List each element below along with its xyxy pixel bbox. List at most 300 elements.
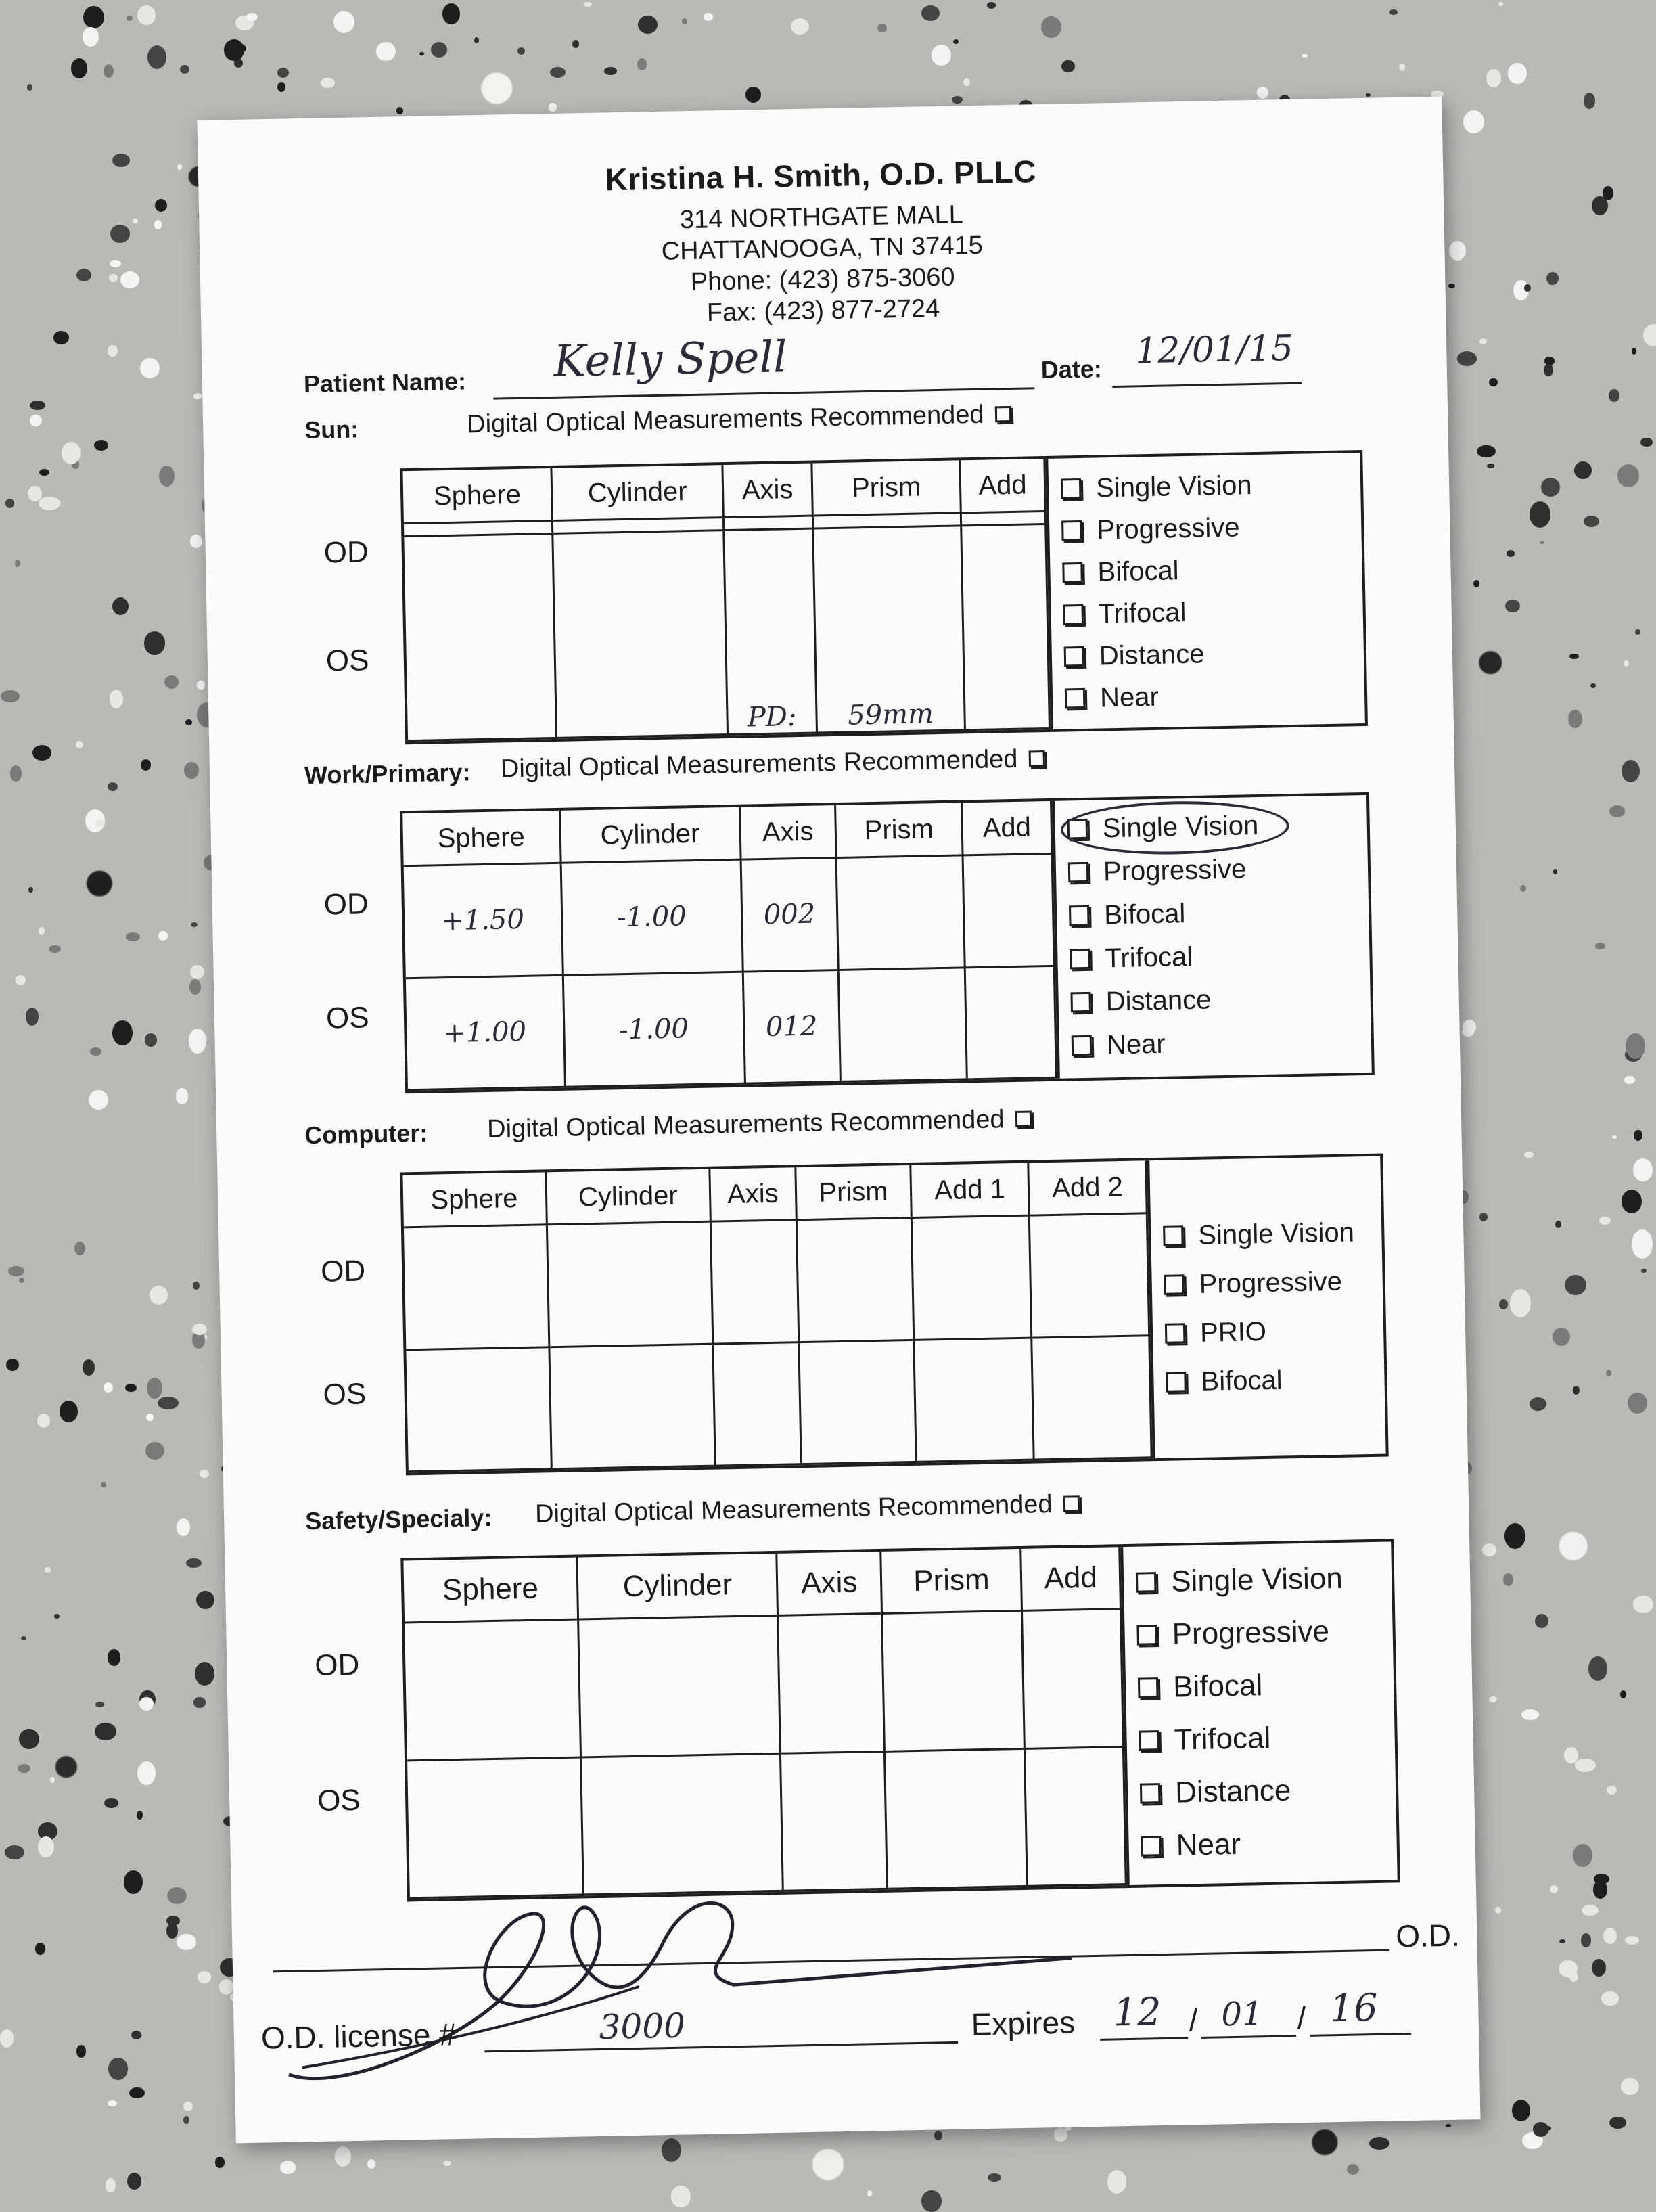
sun-os-prism[interactable]: 59mm [813, 525, 965, 733]
granite-speckle [197, 681, 204, 689]
address-line2: CHATTANOOGA, TN 37415 [661, 231, 984, 266]
granite-speckle [139, 1697, 154, 1711]
granite-speckle [1633, 1158, 1653, 1181]
granite-speckle [1107, 2170, 1126, 2194]
checkbox[interactable] [1064, 646, 1085, 667]
col-sphere: Sphere [402, 1172, 547, 1227]
granite-speckle [1479, 1213, 1488, 1221]
option-distance[interactable]: Distance [1063, 630, 1364, 677]
granite-speckle [5, 499, 14, 508]
granite-speckle [1640, 438, 1653, 447]
granite-speckle [19, 1729, 39, 1749]
granite-speckle [54, 1614, 60, 1619]
checkbox[interactable] [1136, 1572, 1157, 1593]
computer-os-add2[interactable] [1032, 1335, 1151, 1460]
granite-speckle [45, 1567, 51, 1573]
checkbox[interactable] [1061, 478, 1082, 499]
option-progressive[interactable]: Progressive [1136, 1604, 1393, 1661]
granite-speckle [1555, 1221, 1561, 1228]
granite-speckle [167, 1887, 187, 1904]
granite-speckle [1524, 1152, 1533, 1158]
granite-speckle [104, 64, 114, 78]
granite-speckle [183, 2116, 189, 2124]
granite-speckle [1462, 1027, 1474, 1037]
granite-speckle [219, 1979, 233, 1995]
granite-speckle [1482, 1543, 1496, 1557]
safety-os-prism[interactable] [885, 1748, 1028, 1889]
granite-speckle [126, 932, 140, 942]
granite-speckle [180, 65, 189, 74]
expires-year: 16 [1329, 1985, 1379, 2031]
granite-speckle [1609, 389, 1619, 402]
safety-od-prism[interactable] [882, 1610, 1025, 1751]
granite-speckle [83, 27, 99, 47]
granite-speckle [1473, 580, 1479, 587]
dom-safety: Digital Optical Measurements Recommended [535, 1489, 1080, 1529]
granite-speckle [104, 1382, 113, 1393]
od-suffix: O.D. [1395, 1917, 1460, 1954]
sun-os-axis[interactable]: PD: [724, 528, 817, 735]
granite-speckle [277, 68, 289, 78]
option-near[interactable]: Near [1141, 1815, 1397, 1872]
computer-os-prism[interactable] [799, 1340, 917, 1464]
granite-speckle [1634, 1130, 1642, 1141]
granite-speckle [1612, 1135, 1617, 1138]
option-progressive[interactable]: Progressive [1164, 1257, 1383, 1309]
granite-speckle [108, 782, 118, 792]
work-os-axis[interactable]: 012 [743, 970, 840, 1083]
option-bifocal[interactable]: Bifocal [1062, 546, 1362, 593]
checkbox[interactable] [1065, 688, 1086, 709]
granite-speckle [572, 40, 579, 48]
granite-speckle [1530, 501, 1550, 528]
granite-speckle [1641, 1269, 1646, 1272]
checkbox[interactable] [1061, 520, 1082, 541]
eye-os-computer: OS [323, 1377, 367, 1412]
section-label-safety: Safety/Specialy: [304, 1503, 492, 1535]
granite-speckle [1603, 1928, 1617, 1945]
rx-grid-work [402, 801, 1057, 1091]
col-axis: Axis [739, 805, 836, 859]
license-value: 3000 [599, 2006, 686, 2048]
granite-speckle [137, 1811, 143, 1820]
option-prio[interactable]: PRIO [1164, 1305, 1383, 1358]
granite-speckle [549, 103, 556, 112]
checkbox[interactable] [1062, 562, 1083, 583]
granite-speckle [95, 820, 105, 826]
granite-speckle [791, 18, 809, 35]
rx-grid-computer [402, 1160, 1152, 1472]
granite-speckle [1569, 654, 1579, 660]
granite-speckle [1607, 1786, 1617, 1795]
work-od-sphere[interactable]: +1.50 [404, 863, 563, 978]
granite-speckle [190, 535, 203, 548]
granite-speckle [5, 1845, 24, 1859]
granite-speckle [662, 2138, 681, 2162]
granite-speckle [8, 1266, 24, 1276]
granite-speckle [129, 2087, 144, 2098]
granite-speckle [1606, 1370, 1611, 1376]
granite-speckle [1495, 1907, 1501, 1914]
computer-od-add1[interactable] [911, 1215, 1031, 1340]
sun-od-add[interactable] [961, 511, 1045, 525]
checkbox[interactable] [1140, 1783, 1161, 1804]
granite-speckle [19, 1278, 24, 1283]
granite-speckle [198, 1971, 211, 1983]
granite-speckle [604, 67, 617, 75]
granite-speckle [1054, 2127, 1067, 2141]
col-axis: Axis [710, 1167, 797, 1221]
granite-speckle [334, 11, 354, 33]
granite-speckle [1520, 885, 1526, 892]
col-prism: Prism [796, 1165, 912, 1220]
granite-speckle [638, 16, 658, 34]
work-os-sphere[interactable]: +1.00 [406, 975, 565, 1090]
checkbox[interactable] [1138, 1677, 1159, 1698]
granite-speckle [1568, 710, 1582, 727]
granite-speckle [1643, 324, 1656, 346]
dom-sun-checkbox[interactable] [995, 406, 1011, 422]
granite-speckle [133, 219, 138, 223]
safety-os-sphere[interactable] [407, 1757, 584, 1897]
computer-od-sphere[interactable] [404, 1225, 549, 1350]
granite-speckle [1609, 805, 1625, 817]
granite-speckle [106, 2178, 116, 2192]
granite-speckle [1499, 1299, 1508, 1309]
granite-speckle [1521, 1709, 1539, 1720]
checkbox[interactable] [1163, 1225, 1184, 1246]
granite-speckle [280, 2161, 296, 2173]
granite-speckle [1622, 760, 1640, 782]
option-trifocal[interactable]: Trifocal [1063, 588, 1363, 635]
granite-speckle [1574, 461, 1592, 479]
lens-options-sun [1045, 453, 1365, 729]
granite-speckle [140, 358, 160, 379]
dom-work: Digital Optical Measurements Recommended [501, 744, 1046, 784]
section-label-work: Work/Primary: [304, 758, 471, 790]
option-progressive[interactable]: Progressive [1061, 504, 1362, 551]
granite-speckle [145, 1033, 157, 1047]
granite-speckle [934, 2131, 942, 2140]
granite-speckle [83, 6, 104, 29]
col-prism: Prism [812, 460, 961, 516]
col-add-1: Add 1 [911, 1163, 1029, 1218]
col-cylinder: Cylinder [545, 1169, 710, 1225]
granite-speckle [1581, 1933, 1591, 1947]
granite-speckle [1479, 338, 1487, 344]
granite-speckle [104, 1798, 119, 1808]
sun-os-sphere[interactable] [404, 533, 557, 741]
checkbox[interactable] [1068, 862, 1089, 883]
dom-computer-checkbox[interactable] [1015, 1111, 1032, 1127]
option-single-vision[interactable]: Single Vision [1061, 462, 1361, 510]
license-label: O.D. license # [260, 2016, 457, 2056]
granite-speckle [1633, 1596, 1653, 1614]
checkbox[interactable] [1070, 949, 1090, 970]
checkbox[interactable] [1070, 992, 1091, 1013]
address-line1: 314 NORTHGATE MALL [679, 200, 964, 235]
granite-speckle [35, 1943, 45, 1954]
granite-speckle [1504, 1523, 1526, 1549]
granite-speckle [39, 927, 45, 935]
granite-speckle [1593, 1880, 1607, 1898]
computer-os-add1[interactable] [914, 1338, 1034, 1462]
granite-speckle [1573, 1844, 1592, 1867]
granite-speckle [76, 2045, 86, 2057]
granite-speckle [112, 1020, 133, 1045]
granite-speckle [125, 1384, 137, 1392]
granite-speckle [1601, 1991, 1618, 2006]
safety-od-cylinder[interactable] [578, 1615, 780, 1757]
granite-speckle [18, 1764, 30, 1773]
granite-speckle [95, 1723, 116, 1740]
granite-speckle [1530, 1397, 1546, 1412]
option-bifocal[interactable]: Bifocal [1069, 888, 1369, 937]
date-label: Date: [1040, 355, 1103, 384]
granite-speckle [963, 78, 970, 86]
computer-od-axis[interactable] [710, 1220, 799, 1344]
granite-speckle [30, 401, 45, 410]
granite-speckle [1544, 364, 1552, 377]
sun-os-add[interactable] [961, 524, 1050, 730]
granite-speckle [137, 1761, 155, 1785]
granite-speckle [137, 5, 156, 24]
granite-speckle [1584, 93, 1595, 109]
checkbox[interactable] [1141, 1836, 1162, 1857]
granite-speckle [1588, 1656, 1607, 1681]
granite-speckle [193, 393, 203, 400]
patient-name-label: Patient Name: [303, 367, 467, 398]
granite-speckle [108, 2100, 118, 2106]
granite-speckle [1624, 1076, 1634, 1083]
safety-os-axis[interactable] [781, 1751, 888, 1891]
granite-speckle [1590, 683, 1596, 688]
computer-os-cylinder[interactable] [549, 1344, 715, 1469]
granite-speckle [28, 887, 33, 893]
granite-speckle [1584, 516, 1599, 527]
granite-speckle [877, 24, 887, 32]
col-add: Add [1021, 1547, 1120, 1610]
granite-speckle [1369, 2137, 1389, 2150]
granite-speckle [1489, 1696, 1497, 1702]
granite-speckle [112, 597, 129, 615]
granite-speckle [131, 2031, 141, 2039]
granite-speckle [1553, 869, 1557, 874]
signature-scribble [258, 1876, 1142, 2096]
expires-sep2: / [1297, 2000, 1306, 2036]
prescription-form [197, 97, 1480, 2144]
granite-speckle [15, 560, 20, 567]
rx-table-safety [400, 1539, 1400, 1901]
granite-speckle [110, 225, 130, 243]
granite-speckle [1565, 1275, 1586, 1295]
computer-os-sphere[interactable] [406, 1347, 551, 1472]
computer-os-axis[interactable] [713, 1342, 802, 1466]
option-bifocal[interactable]: Bifocal [1166, 1354, 1385, 1407]
granite-speckle [1552, 1328, 1570, 1346]
granite-speckle [1347, 2164, 1359, 2175]
checkbox[interactable] [1138, 1730, 1159, 1751]
checkbox[interactable] [1063, 604, 1084, 625]
checkbox[interactable] [1136, 1625, 1157, 1646]
granite-speckle [83, 1359, 95, 1376]
granite-speckle [1512, 2100, 1530, 2121]
computer-od-cylinder[interactable] [547, 1221, 713, 1347]
granite-speckle [39, 469, 49, 476]
granite-speckle [1592, 1959, 1606, 1977]
granite-speckle [443, 2161, 451, 2166]
option-progressive[interactable]: Progressive [1067, 845, 1368, 894]
granite-speckle [124, 1870, 142, 1894]
eye-od-computer: OD [320, 1254, 366, 1288]
option-bifocal[interactable]: Bifocal [1137, 1656, 1394, 1714]
phone: Phone: (423) 875-3060 [690, 263, 955, 296]
safety-os-add[interactable] [1025, 1746, 1126, 1886]
expires-day: 01 [1220, 1995, 1264, 2034]
granite-speckle [27, 84, 33, 91]
granite-speckle [1487, 464, 1494, 469]
work-os-prism[interactable] [838, 967, 967, 1081]
computer-od-add2[interactable] [1029, 1213, 1149, 1338]
granite-speckle [145, 1442, 164, 1460]
work-od-cylinder[interactable]: -1.00 [561, 859, 743, 975]
work-od-add[interactable] [963, 853, 1054, 967]
rx-table-work [400, 792, 1375, 1093]
granite-speckle [200, 1470, 209, 1478]
granite-speckle [16, 975, 26, 985]
granite-speckle [1524, 284, 1531, 291]
granite-speckle [1603, 186, 1613, 200]
granite-speckle [10, 765, 22, 782]
granite-speckle [1457, 351, 1477, 365]
expires-year-line [1310, 2033, 1411, 2037]
granite-speckle [1446, 2124, 1451, 2127]
granite-speckle [396, 107, 404, 114]
rx-grid-sun [402, 459, 1051, 742]
granite-speckle [1546, 272, 1559, 285]
col-axis: Axis [777, 1552, 882, 1615]
granite-speckle [1624, 660, 1629, 667]
granite-speckle [30, 415, 42, 427]
granite-speckle [921, 2190, 941, 2212]
granite-speckle [112, 154, 130, 167]
work-os-cylinder[interactable]: -1.00 [563, 972, 745, 1087]
option-distance[interactable]: Distance [1139, 1762, 1396, 1820]
granite-speckle [159, 466, 175, 487]
granite-speckle [49, 945, 60, 953]
granite-speckle [867, 2190, 872, 2196]
granite-speckle [186, 1558, 201, 1568]
granite-speckle [1449, 241, 1466, 261]
granite-speckle [1621, 2078, 1638, 2096]
granite-speckle [62, 442, 80, 465]
granite-speckle [1505, 600, 1519, 612]
granite-speckle [682, 18, 688, 24]
granite-speckle [155, 199, 168, 212]
safety-od-axis[interactable] [778, 1613, 885, 1753]
col-add: Add [960, 459, 1046, 513]
safety-od-add[interactable] [1022, 1609, 1124, 1748]
granite-speckle [1599, 1217, 1611, 1225]
col-prism: Prism [881, 1549, 1022, 1613]
option-single-vision[interactable]: Single Vision [1067, 802, 1367, 851]
granite-speckle [1489, 378, 1498, 386]
checkbox[interactable] [1072, 1035, 1092, 1056]
option-trifocal[interactable]: Trifocal [1138, 1709, 1395, 1767]
granite-speckle [1508, 63, 1526, 83]
sun-os-cylinder[interactable] [553, 530, 727, 738]
granite-speckle [584, 2, 591, 7]
granite-speckle [1041, 16, 1061, 38]
granite-speckle [1535, 1614, 1548, 1628]
granite-speckle [50, 1777, 54, 1783]
option-single-vision[interactable]: Single Vision [1135, 1551, 1392, 1608]
safety-od-sphere[interactable] [405, 1619, 581, 1760]
granite-speckle [1061, 60, 1074, 72]
section-label-sun: Sun: [304, 415, 359, 444]
checkbox[interactable] [1069, 905, 1090, 926]
work-od-prism[interactable] [836, 855, 965, 970]
dom-work-checkbox[interactable] [1029, 750, 1045, 767]
granite-speckle [185, 719, 192, 725]
option-trifocal[interactable]: Trifocal [1070, 932, 1370, 980]
eye-od-sun: OD [323, 535, 369, 570]
granite-speckle [1533, 2122, 1548, 2137]
granite-speckle [1, 690, 20, 702]
granite-speckle [6, 1359, 19, 1371]
safety-os-cylinder[interactable] [581, 1753, 783, 1895]
granite-speckle [419, 52, 423, 55]
granite-speckle [224, 39, 244, 60]
granite-speckle [1399, 64, 1405, 71]
granite-speckle [335, 2146, 351, 2167]
granite-speckle [95, 1702, 104, 1708]
work-os-add[interactable] [965, 966, 1056, 1079]
checkbox[interactable] [1164, 1274, 1184, 1295]
checkbox[interactable] [1165, 1323, 1186, 1344]
granite-speckle [1609, 2117, 1626, 2129]
granite-speckle [1564, 1747, 1578, 1763]
granite-speckle [26, 1008, 39, 1026]
granite-speckle [952, 96, 962, 104]
granite-speckle [144, 631, 166, 655]
granite-speckle [637, 58, 647, 70]
granite-speckle [195, 1662, 214, 1686]
checkbox[interactable] [1166, 1372, 1187, 1393]
granite-speckle [1626, 1033, 1646, 1058]
computer-od-prism[interactable] [796, 1217, 914, 1342]
dom-safety-checkbox[interactable] [1063, 1495, 1080, 1512]
work-od-axis[interactable]: 002 [741, 858, 838, 972]
section-label-computer: Computer: [304, 1119, 428, 1150]
option-near[interactable]: Near [1071, 1018, 1371, 1067]
granite-speckle [518, 47, 525, 55]
granite-speckle [932, 45, 951, 65]
granite-speckle [215, 2157, 225, 2167]
granite-speckle [1559, 1939, 1565, 1944]
option-single-vision[interactable]: Single Vision [1163, 1208, 1382, 1261]
granite-speckle [150, 1286, 168, 1305]
granite-speckle [1635, 629, 1640, 635]
option-near[interactable]: Near [1065, 672, 1365, 719]
granite-speckle [1550, 1885, 1558, 1893]
option-distance[interactable]: Distance [1070, 975, 1371, 1024]
granite-speckle [193, 1697, 205, 1708]
eye-os-sun: OS [325, 644, 369, 678]
granite-speckle [988, 2173, 1001, 2182]
rx-grid-safety [403, 1547, 1126, 1899]
granite-speckle [146, 1414, 154, 1421]
